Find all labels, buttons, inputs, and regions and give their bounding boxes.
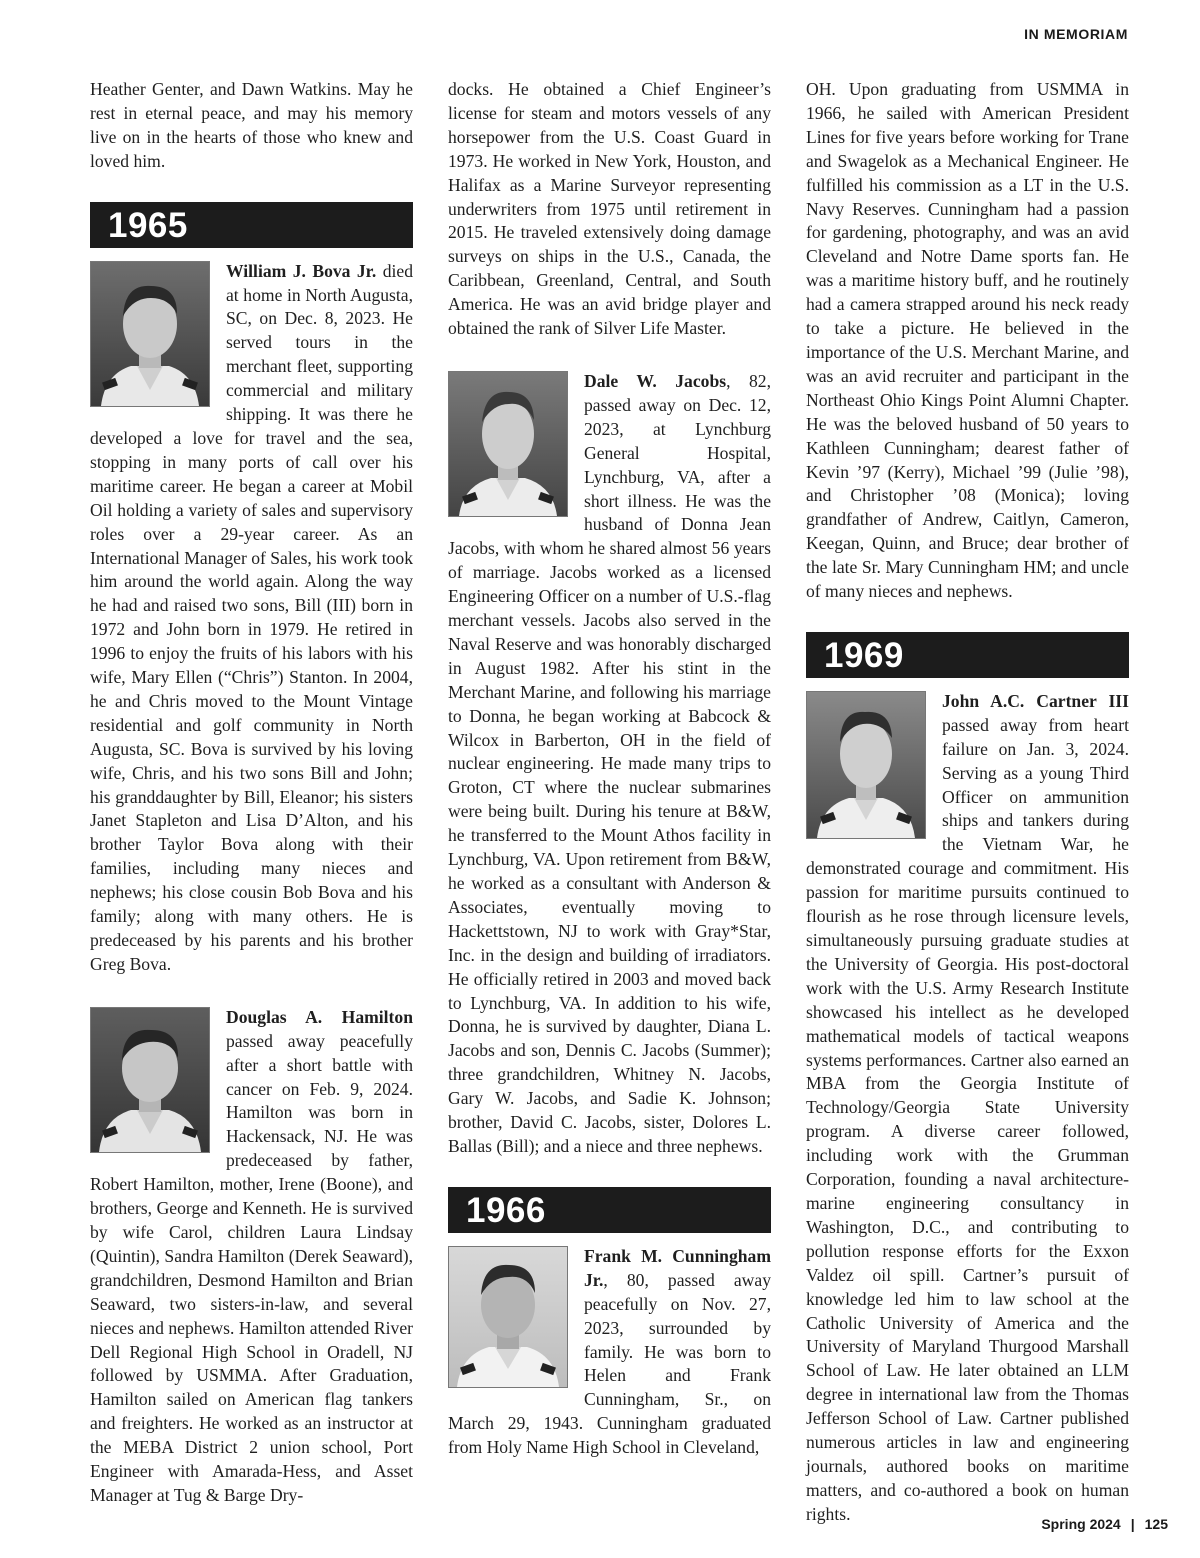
obituary-name-cunningham: Frank M. Cunningham Jr. [584, 1245, 771, 1290]
obituary-name-bova: William J. Bova Jr. [226, 260, 377, 281]
portrait-photo-cartner [806, 691, 926, 839]
year-heading-1969: 1969 [806, 632, 1129, 678]
obituary-text-cartner: passed away from heart failure on Jan. 3, 2024. Serving as a young Third Officer on ammunition ships and tankers during the Vietnam War, he demonstrated courage and commitment. His passion for maritime pursuits continued to flourish as he rose through licensure levels, simultaneously pursuing graduate studies at the University of Georgia. His post-doctoral work with the U.S. Army Research Institute showcased his intellect as he developed mathematical models of tactical weapons systems performances. Cartner also earned an MBA from the Georgia Institute of Technology/Georgia State University program. A diverse career followed, including work with the Grumman Corporation, founding a naval architecture-marine engineering consultancy in Washington, D.C., and contributing to pollution response efforts for the Exxon Valdez oil spill. Cartner’s pursuit of knowledge led him to law school at the Catholic University of America and the University of Maryland Thurgood Marshall School of Law. He later obtained an LLM degree in international law from the Thomas Jefferson School of Law. Cartner published numerous articles in law and engineering journals, authored books on maritime matters, and co-authored a book on human rights. [806, 714, 1129, 1524]
footer-separator: | [1130, 1516, 1135, 1532]
obituary-text-hamilton-part1: passed away peacefully after a short battle with cancer on Feb. 9, 2024. Hamilton was born in Hackensack, NJ. He was predeceased by father, Robert Hamilton, mother, Irene (Boone), and brothers, George and Kenneth. He is survived by wife Carol, children Laura Lindsay (Quintin), Sandra Hamilton (Derek Seaward), grandchildren, Desmond Hamilton and Brian Seaward, two sisters-in-law, and several nieces and nephews. Hamilton attended River Dell Regional High School in Oradell, NJ followed by USMMA. After Graduation, Hamilton sailed on American flag tankers and freighters. He worked as an instructor at the MEBA District 2 union school, Port Engineer with Amarada-Hess, and Asset Manager at Tug & Barge Dry- [90, 1030, 413, 1505]
column-left [90, 78, 413, 1508]
section-header: IN MEMORIAM [1024, 26, 1128, 42]
obituary-text-cunningham-part2: OH. Upon graduating from USMMA in 1966, he sailed with American President Lines for five years before working for Trane and Swagelok as a Mechanical Engineer. He fulfilled his commission as a LT in the U.S. Navy Reserves. Cunningham had a passion for gardening, photography, and was an avid Cleveland and Notre Dame sports fan. He was a maritime history buff, and he routinely had a camera strapped around his neck ready to take a picture. He believed in the importance of the U.S. Merchant Marine, and was an avid recruiter and participant in the Northeast Ohio Kings Point Alumni Chapter. He was the beloved husband of 50 years to Kathleen Cunningham; dearest father of Kevin ’97 (Kerry), Michael ’99 (Julie ’98), and Christopher ’08 (Monica); loving grandfather of Andrew, Caitlyn, Cameron, Keegan, Quinn, and Bruce; dear brother of the late Sr. Mary Cunningham HM; and uncle of many nieces and nephews. [806, 79, 1129, 602]
obituary-continuation: Heather Genter, and Dawn Watkins. May he rest in eternal peace, and may his memory live on in the hearts of those who knew and loved him. [90, 79, 413, 171]
page-footer [1041, 1516, 1168, 1532]
obituary-cartner [806, 690, 1129, 1527]
obituary-name-hamilton: Douglas A. Hamilton [226, 1006, 413, 1027]
obituary-name-cartner: John A.C. Cartner III [942, 690, 1129, 711]
portrait-photo-cunningham [448, 1246, 568, 1388]
column-right [806, 78, 1129, 1527]
obituary-name-jacobs: Dale W. Jacobs [584, 370, 727, 391]
year-heading-1966: 1966 [448, 1187, 771, 1233]
column-middle [448, 78, 771, 1460]
obituary-text-cunningham-part1: , 80, passed away peacefully on Nov. 27, 2023, surrounded by family. He was born to Helen and Frank Cunningham, Sr., on March 29, 1943. Cunningham graduated from Holy Name High School in Cleveland, [448, 1269, 771, 1458]
obituary-text-jacobs: , 82, passed away on Dec. 12, 2023, at Lynchburg General Hospital, Lynchburg, VA, after a short illness. He was the husband of Donna Jean Jacobs, with whom he shared almost 56 years of marriage. Jacobs worked as a licensed Engineering Officer on a number of U.S.-flag merchant vessels. Jacobs also served in the Naval Reserve and was honorably discharged in August 1982. After his stint in the Merchant Marine, and following his marriage to Donna, he began working at Babcock & Wilcox in Barberton, OH in the field of nuclear engineering. He made many trips to Groton, CT where the nuclear submarines were being built. During his tenure at B&W, he transferred to the Mount Athos facility in Lynchburg, VA. Upon retirement from B&W, he worked as a consultant with Anderson & Associates, eventually moving to Hackettstown, NJ to work with Gray*Star, Inc. in the design and building of irradiators. He officially retired in 2003 and moved back to Lynchburg, VA. In addition to his wife, Donna, he is survived by daughter, Diana L. Jacobs and son, Dennis C. Jacobs (Summer); three grandchildren, Whitney N. Jacobs, Gary W. Jacobs, and Sadie K. Johnson; brother, David C. Jacobs, sister, Dolores L. Ballas (Bill); and a niece and three nephews. [448, 370, 772, 1156]
portrait-photo-jacobs [448, 371, 568, 517]
obituary-bova [90, 260, 413, 977]
obituary-cunningham [448, 1245, 771, 1460]
page-number: 125 [1144, 1516, 1168, 1532]
obituary-text-hamilton-part2: docks. He obtained a Chief Engineer’s license for steam and motors vessels of any horsepower from the U.S. Coast Guard in 1973. He worked in New York, Houston, and Halifax as a Marine Surveyor representing underwriters from 1975 until retirement in 2015. He traveled extensively doing damage surveys on ships in the U.S., Canada, the Caribbean, Greenland, Central, and South America. He was an avid bridge player and obtained the rank of Silver Life Master. [448, 79, 771, 339]
obituary-jacobs [448, 370, 771, 1159]
portrait-photo-hamilton [90, 1007, 210, 1153]
year-heading-1965: 1965 [90, 202, 413, 248]
obituary-hamilton [90, 1006, 413, 1508]
portrait-photo-bova [90, 261, 210, 407]
obituary-text-bova: died at home in North Augusta, SC, on Dec. 8, 2023. He served tours in the merchant fleet, supporting commercial and military shipping. It was there he developed a love for travel and the sea, stopping in many ports of call over his maritime career. He began a career at Mobil Oil holding a variety of sales and supervisory roles over a 29-year career. As an International Manager of Sales, his work took him around the world again. Along the way he had and raised two sons, Bill (III) born in 1972 and John born in 1979. He retired in 1996 to enjoy the fruits of his labors with his wife, Mary Ellen (“Chris”) Stanton. In 2004, he and Chris moved to the Mount Vintage residential and golf community in North Augusta, SC. Bova is survived by his loving wife, Chris, and his two sons Bill and John; his granddaughter by Bill, Eleanor; his sisters Janet Stapleton and Lisa D’Alton, and his brother Taylor Bova along with their families, including many nieces and nephews; his close cousin Bob Bova and his family; along with many others. He is predeceased by his parents and his brother Greg Bova. [90, 260, 413, 974]
issue-label: Spring 2024 [1041, 1516, 1121, 1532]
